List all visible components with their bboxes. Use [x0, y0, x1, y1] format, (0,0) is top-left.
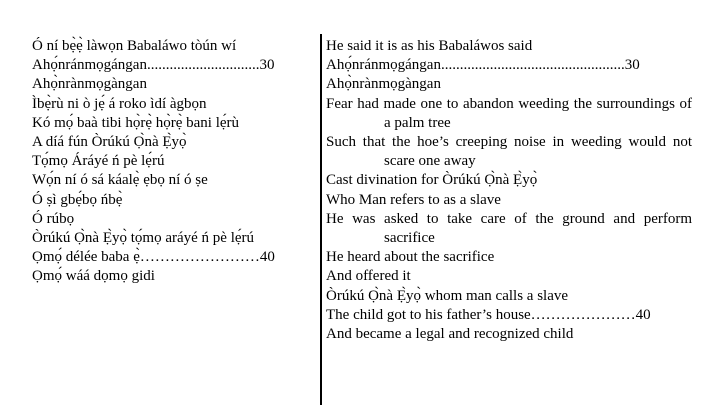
yoruba-line-7: Tọ́mọ Áráyé ń pè lẹ́rú — [32, 153, 165, 170]
yoruba-line-5: Kó mọ́ baà tibi họ̀rẹ̀ họ̀rẹ̀ bani lẹ́rù — [32, 114, 240, 131]
column-divider — [320, 34, 322, 405]
yoruba-line-2: Ahọ́nránmọgángan..............................30 — [32, 57, 275, 74]
english-line-11: Òrúkú Ọ̀nà Ẹ̀yọ̀ whom man calls a slave — [326, 287, 569, 304]
yoruba-line-9: Ó ṣì gbẹ́bọ ńbẹ̀ — [32, 191, 123, 208]
english-line-3: Ahọ̀nrànmọgàngan — [326, 76, 441, 93]
yoruba-line-6: A díá fún Òrúkú Ọ̀nà Ẹ̀yọ̀ — [32, 134, 187, 151]
yoruba-line-12: Ọmọ́ délée baba ẹ̀……………………40 — [32, 249, 275, 266]
yoruba-line-8: Wọ́n ní ó sá káalẹ̀ ẹbọ ní ó ṣe — [32, 172, 208, 189]
yoruba-line-4: Ìbẹ̀rù ni ò jẹ́ á roko ìdí àgbọn — [32, 95, 207, 112]
english-line-12: The child got to his father’s house…………………40 — [326, 306, 651, 323]
yoruba-line-11: Òrúkú Ọ̀nà Ẹ̀yọ̀ tọ́mọ aráyé ń pè lẹ́rú — [32, 230, 255, 247]
english-line-6: Cast divination for Òrúkú Ọ̀nà Ẹ̀yọ̀ — [326, 172, 538, 189]
english-translation-column — [326, 37, 692, 344]
yoruba-line-10: Ó rúbọ — [32, 210, 75, 227]
english-line-1: He said it is as his Babaláwos said — [326, 38, 533, 54]
english-line-10: And offered it — [326, 268, 411, 285]
yoruba-line-1: Ó ní bẹ̀ẹ̀ làwọn Babaláwo tòún wí — [32, 38, 237, 54]
english-line-4: Fear had made one to abandon weeding the surroundings of a palm tree — [326, 95, 692, 131]
english-line-5: Such that the hoe’s creeping noise in weeding would not scare one away — [326, 134, 692, 170]
english-line-7: Who Man refers to as a slave — [326, 191, 501, 208]
english-line-9: He heard about the sacrifice — [326, 249, 495, 266]
yoruba-verse-column — [32, 37, 302, 287]
yoruba-line-13: Ọmọ́ wáá dọmọ gidi — [32, 268, 155, 285]
english-line-2: Ahọ́nránmọgángan.................................................30 — [326, 57, 640, 74]
english-line-13: And became a legal and recognized child — [326, 326, 574, 343]
yoruba-line-3: Ahọ̀nrànmọgàngan — [32, 76, 147, 93]
english-line-8: He was asked to take care of the ground and perform sacrifice — [326, 210, 692, 247]
